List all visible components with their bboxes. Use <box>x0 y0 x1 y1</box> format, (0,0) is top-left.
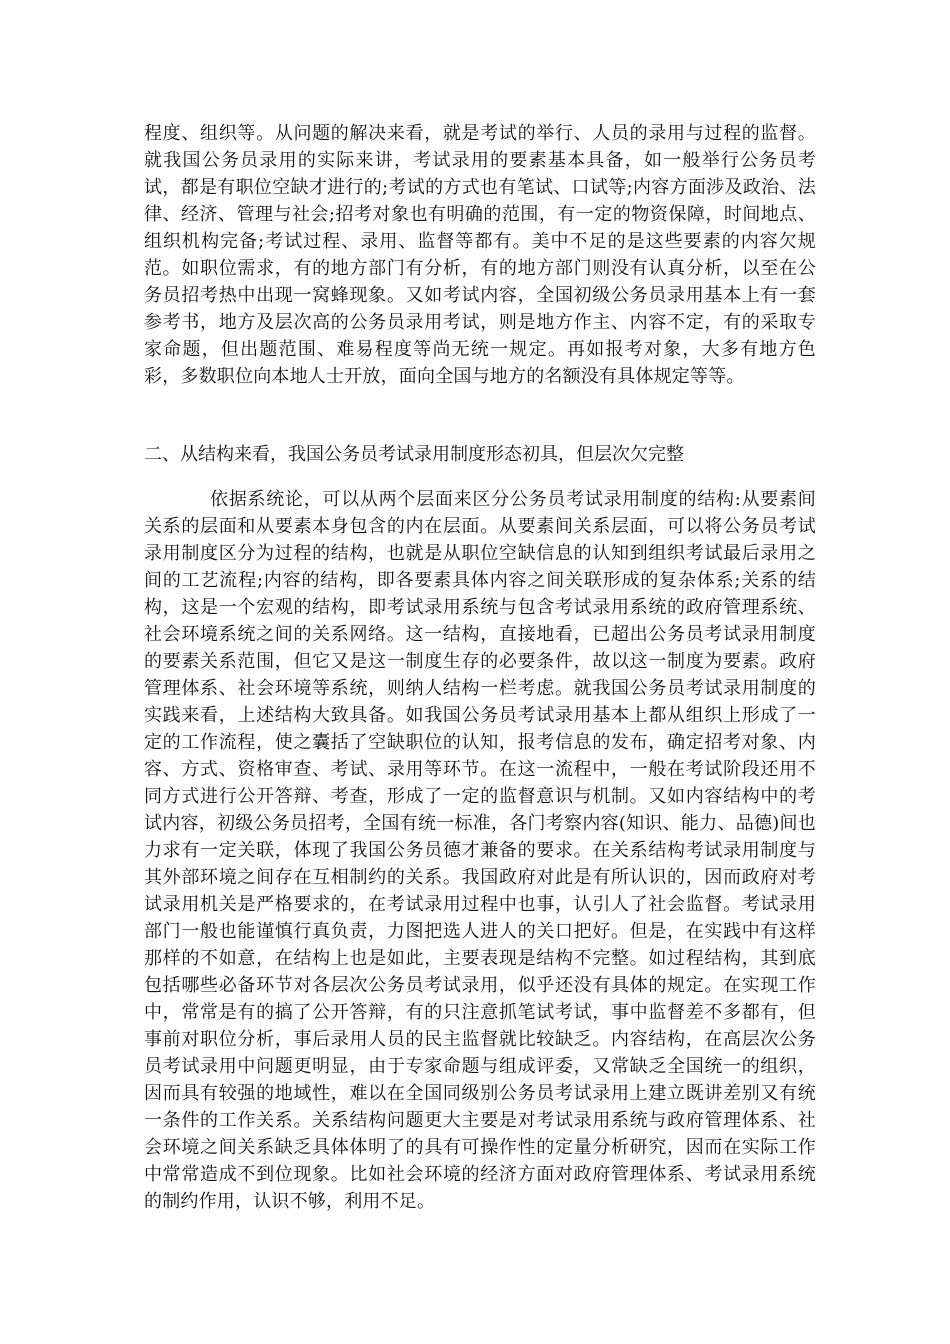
body-paragraph-2: 依据系统论，可以从两个层面来区分公务员考试录用制度的结构:从要素间关系的层面和从要素本身包含的内在层面。从要素间关系层面，可以将公务员考试录用制度区分为过程的结构，也就是从职位空缺信息的认知到组织考试最后录用之间的工艺流程;内容的结构，即各要素具体内容之间关联形成的复杂体系;关系的结构，这是一个宏观的结构，即考试录用系统与包含考试录用系统的政府管理系统、社会环境系统之间的关系网络。这一结构，直接地看，已超出公务员考试录用制度的要素关系范围，但它又是这一制度生存的必要条件，故以这一制度为要素。政府管理体系、社会环境等系统，则纳人结构一栏考虑。就我国公务员考试录用制度的实践来看，上述结构大致具备。如我国公务员考试录用基本上都从组织上形成了一定的工作流程，使之囊括了空缺职位的认知，报考信息的发布，确定招考对象、内容、方式、资格审查、考试、录用等环节。在这一流程中，一般在考试阶段还用不同方式进行公开答辩、考查，形成了一定的监督意识与机制。又如内容结构中的考试内容，初级公务员招考，全国有统一标准，各门考察内容(知识、能力、品德)间也力求有一定关联，体现了我国公务员德才兼备的要求。在关系结构考试录用制度与其外部环境之间存在互相制约的关系。我国政府对此是有所认识的，因而政府对考试录用机关是严格要求的，在考试录用过程中也事，认引人了社会监督。考试录用部门一般也能谨慎行真负责，力图把选人进人的关口把好。但是，在实践中有这样那样的不如意，在结构上也是如此，主要表现是结构不完整。如过程结构，其到底包括哪些必备环节对各层次公务员考试录用，似乎还没有具体的规定。在实现工作中，常常是有的搞了公开答辩，有的只注意抓笔试考试，事中监督差不多都有，但事前对职位分析，事后录用人员的民主监督就比较缺乏。内容结构，在高层次公务员考试录用中问题更明显，由于专家命题与组成评委，又常缺乏全国统一的组织，因而具有较强的地域性，难以在全国同级别公务员考试录用上建立既讲差别又有统一条件的工作关系。关系结构问题更大主要是对考试录用系统与政府管理体系、社会环境之间关系缺乏具体体明了的具有可操作性的定量分析研究，因而在实际工作中常常造成不到位现象。比如社会环境的经济方面对政府管理体系、考试录用系统的制约作用，认识不够，利用不足。 <box>144 489 816 1212</box>
section-heading: 二、从结构来看，我国公务员考试录用制度形态初具，但层次欠完整 <box>144 444 684 465</box>
body-paragraph-1: 程度、组织等。从问题的解决来看，就是考试的举行、人员的录用与过程的监督。就我国公务员录用的实际来讲，考试录用的要素基本具备，如一般举行公务员考试，都是有职位空缺才进行的;考试的方式也有笔试、口试等;内容方面涉及政治、法律、经济、管理与社会;招考对象也有明确的范围，有一定的物资保障，时间地点、组织机构完备;考试过程、录用、监督等都有。美中不足的是这些要素的内容欠规范。如职位需求，有的地方部门有分析，有的地方部门则没有认真分析，以至在公务员招考热中出现一窝蜂现象。又如考试内容，全国初级公务员录用基本上有一套参考书，地方及层次高的公务员录用考试，则是地方作主、内容不定，有的采取专家命题，但出题范围、难易程度等尚无统一规定。再如报考对象，大多有地方色彩，多数职位向本地人士开放，面向全国与地方的名额没有具体规定等等。 <box>144 123 816 387</box>
